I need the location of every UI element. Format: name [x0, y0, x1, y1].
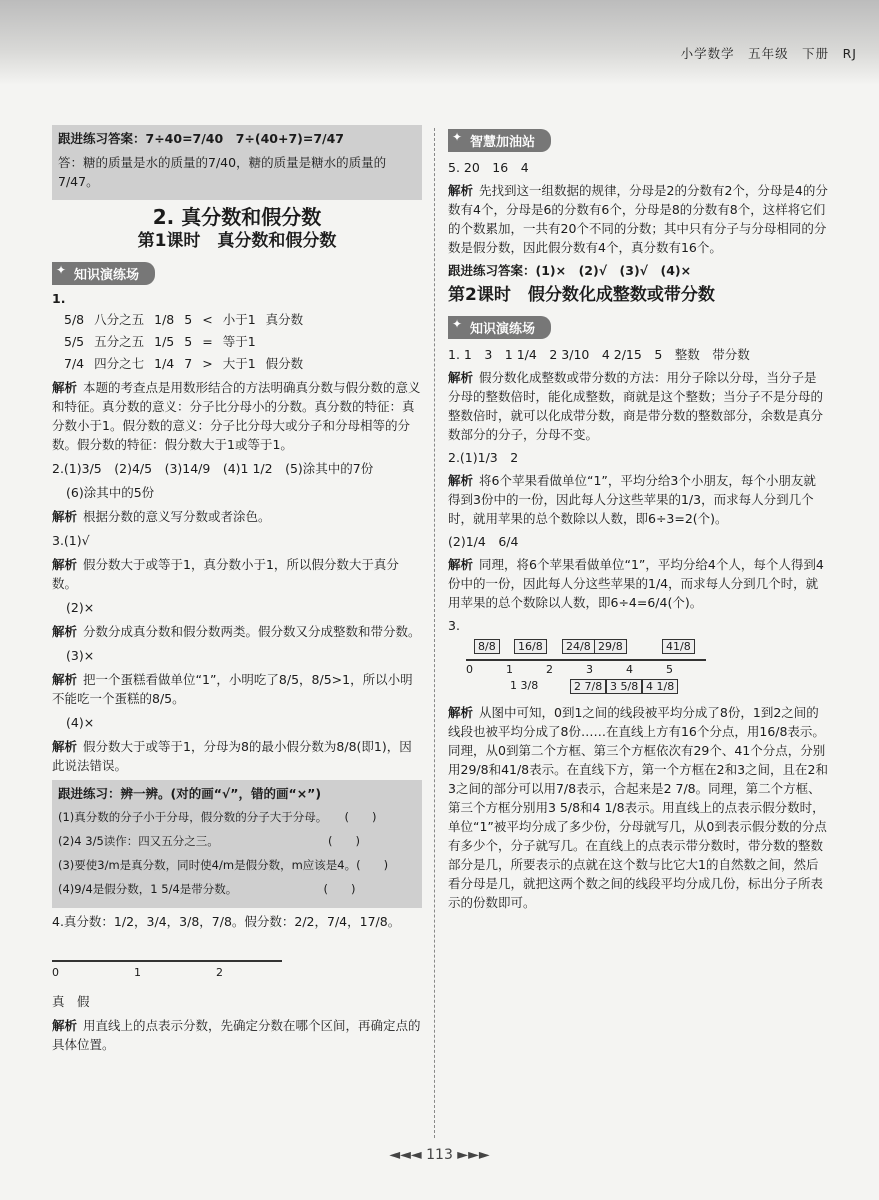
q4-below-label: 真 假 [52, 994, 90, 1009]
cell [266, 330, 314, 352]
column-divider [434, 128, 435, 1138]
practice-item: (2)4 3/5读作：四又五分之三。 ( ) [58, 834, 360, 848]
tick-label: 0 [466, 663, 473, 676]
cell: 1/4 [154, 355, 175, 371]
q2b: (6)涂其中的5份 [66, 485, 155, 500]
cell: 5/8 [64, 311, 85, 327]
right-column [448, 125, 828, 916]
q3-3: (3)× [66, 648, 95, 663]
analysis-tag: 解析 [52, 624, 78, 639]
tick-label: 4 [626, 663, 633, 676]
knowledge-banner-2: ✦ 知识演练场 [448, 316, 551, 339]
cell: 7/4 [64, 355, 85, 371]
cell: > [202, 355, 213, 371]
fraction-box: 29/8 [594, 639, 627, 654]
fraction-box: 2 7/8 [570, 679, 606, 694]
tick-label: 2 [216, 966, 223, 979]
left-column [52, 125, 422, 1059]
fraction-box: 4 1/8 [642, 679, 678, 694]
practice-box [52, 780, 422, 908]
cell: 7 [184, 355, 193, 371]
table-row [64, 330, 313, 352]
cell: 真分数 [265, 312, 304, 327]
q3-3-analysis: 把一个蛋糕看做单位“1”，小明吃了8/5，8/5>1，所以小明不能吃一个蛋糕的8/5。 [52, 672, 413, 706]
q4: 4.真分数：1/2，3/4，3/8，7/8。假分数：2/2，7/4，17/8。 [52, 914, 401, 929]
axis-line [52, 960, 282, 962]
lesson2-title: 第2课时 假分数化成整数或带分数 [448, 285, 715, 305]
cell: 大于1 [222, 356, 256, 371]
analysis-tag: 解析 [448, 183, 474, 198]
cell: 假分数 [265, 356, 304, 371]
q3-1-analysis: 假分数大于或等于1，真分数小于1，所以假分数大于真分数。 [52, 557, 399, 591]
page-top-band [0, 0, 879, 85]
practice-answer: 跟进练习答案：(1)× (2)√ (3)√ (4)× [448, 263, 692, 278]
cell: 1/8 [154, 311, 175, 327]
table-row [64, 352, 313, 374]
section-subtitle: 第1课时 真分数和假分数 [137, 231, 337, 251]
q3-2-analysis: 分数分成真分数和假分数两类。假分数又分成整数和带分数。 [83, 624, 421, 639]
cell: 八分之五 [94, 312, 145, 327]
analysis-tag: 解析 [448, 370, 474, 385]
tick-label: 0 [52, 966, 59, 979]
r-q3-analysis: 从图中可知，0到1之间的线段被平均分成了8份，1到2之间的线段也被平均分成了8份……在直线上方有16个分点，用16/8表示。同理，从0到第二个方框、第三个方框依次有29个、41个分点，分别用29/8和41/8表示。在直线下方，第一个方框在2和3之间，且在2和3之间的部分可以用7/8表示，合起来是2 7/8。同理，第二个方框、第三个方框分别用3 5/8和4 1/8表示。用直线上的点表示假分数时，单位“1”被平均分成了多少份，分母就写几，从0到表示假分数的分点有多少个，分子就写几。在直线上的点表示带分数时，带分数的整数部分是几，所要表示的点就在这个数与比它大1的自然数之间，然后看分母是几，就把这两个数之间的线段平均分成几份，标出分子所表示的份数即可。 [448, 705, 828, 910]
tick-label: 1 [506, 663, 513, 676]
fraction-label: 1 3/8 [510, 679, 539, 692]
practice-item: (4)9/4是假分数，1 5/4是带分数。 ( ) [58, 882, 356, 896]
r-q1-analysis: 假分数化成整数或带分数的方法：用分子除以分母，当分子是分母的整数倍时，能化成整数，商就是这个整数；当分子不是分母的整数倍时，就可以化成带分数，商是带分数的整数部分，余数是真分数部分的分子，分母不变。 [448, 370, 824, 442]
q3-2: (2)× [66, 600, 95, 615]
analysis-tag: 解析 [52, 380, 78, 395]
cell: 5 [184, 333, 193, 349]
intro-answer: 跟进练习答案：7÷40=7/40 7÷(40+7)=7/47 [58, 131, 344, 146]
page-number: ◄◄◄ 113 ►►► [389, 1147, 490, 1163]
cell: 小于1 [222, 312, 256, 327]
page-header: 小学数学 五年级 下册 RJ [680, 46, 857, 61]
analysis-tag: 解析 [52, 509, 78, 524]
table-row [64, 308, 313, 330]
r-q2-2-analysis: 同理，将6个苹果看做单位“1”，平均分给4个人，每个人得到4份中的一份，因此每人分这些苹果的1/4，而求每人分到几个时，就用苹果的总个数除以人数，即6÷4=6/4(个)。 [448, 557, 824, 610]
fraction-box: 16/8 [514, 639, 547, 654]
q2-analysis: 根据分数的意义写分数或者涂色。 [83, 509, 271, 524]
question-1 [52, 291, 422, 454]
fraction-box: 24/8 [562, 639, 595, 654]
cell: 5 [184, 311, 193, 327]
practice-item: (1)真分数的分子小于分母，假分数的分子大于分母。 ( ) [58, 810, 377, 824]
q1-analysis: 本题的考查点是用数形结合的方法明确真分数与假分数的意义和特征。真分数的意义：分子比分母小的分数。真分数的特征：真分数小于1。假分数的意义：分子比分母大或分子和分母相等的分数。假分数的特征：假分数大于1或等于1。 [52, 380, 421, 452]
analysis-tag: 解析 [448, 557, 474, 572]
fraction-box: 41/8 [662, 639, 695, 654]
analysis-tag: 解析 [52, 1018, 78, 1033]
cell: 1/5 [154, 333, 175, 349]
q5-analysis: 先找到这一组数据的规律，分母是2的分数有2个，分母是4的分数有4个，分母是6的分数有6个，分母是8的分数有8个，这样将它们的个数累加，一共有20个不同的分数；其中只有分子与分母相同的分数是假分数，因此假分数有4个，真分数有16个。 [448, 183, 828, 255]
analysis-tag: 解析 [52, 739, 78, 754]
cell: = [202, 333, 213, 349]
cell: 5/5 [64, 333, 85, 349]
challenge-banner: ✦ 智慧加油站 [448, 129, 551, 152]
knowledge-banner: ✦ 知识演练场 [52, 262, 155, 285]
q4-analysis: 用直线上的点表示分数，先确定分数在哪个区间，再确定点的具体位置。 [52, 1018, 421, 1052]
r-q3: 3. [448, 618, 460, 633]
analysis-tag: 解析 [52, 672, 78, 687]
analysis-tag: 解析 [448, 705, 474, 720]
q3-number-line [466, 639, 706, 699]
tick-label: 3 [586, 663, 593, 676]
q1-number: 1. [52, 291, 66, 306]
q4-number-line [52, 936, 282, 988]
analysis-tag: 解析 [448, 473, 474, 488]
intro-answer-2: 答：糖的质量是水的质量的7/40，糖的质量是糖水的质量的7/47。 [58, 155, 387, 189]
practice-item: (3)要使3/m是真分数，同时使4/m是假分数，m应该是4。( ) [58, 858, 389, 872]
r-q2-1: 2.(1)1/3 2 [448, 450, 519, 465]
section-title: 2. 真分数和假分数 [152, 205, 322, 229]
r-q2-2: (2)1/4 6/4 [448, 534, 519, 549]
cell: < [202, 311, 213, 327]
cell: 四分之七 [94, 356, 145, 371]
analysis-tag: 解析 [52, 557, 78, 572]
cell: 五分之五 [94, 334, 145, 349]
q5: 5. 20 16 4 [448, 160, 529, 175]
r-q2-1-analysis: 将6个苹果看做单位“1”，平均分给3个小朋友，每个小朋友就得到3份中的一份，因此每人分这些苹果的1/3，而求每人分到几个时，就用苹果的总个数除以人数，即6÷3=2(个)。 [448, 473, 816, 526]
q3-4-analysis: 假分数大于或等于1，分母为8的最小假分数为8/8(即1)，因此说法错误。 [52, 739, 412, 773]
q3-4: (4)× [66, 715, 95, 730]
intro-answer-box [52, 125, 422, 200]
cell: 等于1 [222, 334, 256, 349]
tick-label: 1 [134, 966, 141, 979]
tick-label: 2 [546, 663, 553, 676]
q3-1: 3.(1)√ [52, 533, 90, 548]
fraction-box: 3 5/8 [606, 679, 642, 694]
q2: 2.(1)3/5 (2)4/5 (3)14/9 (4)1 1/2 (5)涂其中的7份 [52, 461, 374, 476]
fraction-box: 8/8 [474, 639, 500, 654]
practice-title: 跟进练习：辨一辨。(对的画“√”，错的画“×”) [58, 786, 322, 801]
tick-label: 5 [666, 663, 673, 676]
r-q1: 1. 1 3 1 1/4 2 3/10 4 2/15 5 整数 带分数 [448, 347, 750, 362]
axis-line [466, 659, 706, 661]
q1-table [64, 308, 313, 374]
